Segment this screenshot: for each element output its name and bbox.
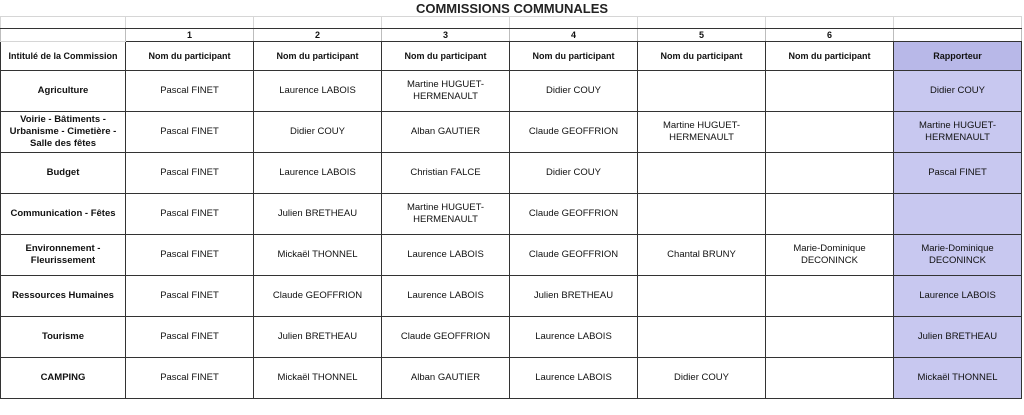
table-row <box>1 276 1022 317</box>
participant-cell: Alban GAUTIER <box>382 358 510 399</box>
table-row <box>1 235 1022 276</box>
blank-cell <box>510 17 638 29</box>
participant-cell: Martine HUGUET-HERMENAULT <box>382 194 510 235</box>
table-row <box>1 317 1022 358</box>
participant-cell: Claude GEOFFRION <box>254 276 382 317</box>
participant-cell <box>638 71 766 112</box>
participant-cell: Mickaël THONNEL <box>254 235 382 276</box>
participant-cell: Laurence LABOIS <box>510 317 638 358</box>
commission-name: Communication - Fêtes <box>1 194 126 235</box>
participant-cell: Martine HUGUET-HERMENAULT <box>638 112 766 153</box>
rapporteur-cell: Mickaël THONNEL <box>894 358 1022 399</box>
table-row <box>1 71 1022 112</box>
participant-cell <box>638 194 766 235</box>
participant-cell: Laurence LABOIS <box>382 235 510 276</box>
blank-cell <box>254 17 382 29</box>
participant-cell: Pascal FINET <box>126 153 254 194</box>
column-number: 1 <box>126 29 254 42</box>
participant-cell: Claude GEOFFRION <box>510 235 638 276</box>
participant-cell: Laurence LABOIS <box>254 153 382 194</box>
participant-cell: Martine HUGUET-HERMENAULT <box>382 71 510 112</box>
participant-cell: Didier COUY <box>510 153 638 194</box>
participant-cell: Christian FALCE <box>382 153 510 194</box>
blank-cell <box>1 17 126 29</box>
rapporteur-cell: Martine HUGUET-HERMENAULT <box>894 112 1022 153</box>
participant-cell <box>766 358 894 399</box>
participant-cell: Pascal FINET <box>126 71 254 112</box>
participant-cell: Pascal FINET <box>126 194 254 235</box>
table-row <box>1 153 1022 194</box>
participant-cell: Claude GEOFFRION <box>510 112 638 153</box>
participant-header: Nom du participant <box>638 42 766 71</box>
header-row <box>1 42 1022 71</box>
commission-name: Voirie - Bâtiments - Urbanisme - Cimetière - Salle des fêtes <box>1 112 126 153</box>
participant-cell: Pascal FINET <box>126 112 254 153</box>
participant-cell <box>766 112 894 153</box>
column-number-row <box>1 29 1022 42</box>
commission-name: Agriculture <box>1 71 126 112</box>
table-row <box>1 112 1022 153</box>
column-number: 3 <box>382 29 510 42</box>
participant-cell: Didier COUY <box>510 71 638 112</box>
blank-cell <box>894 29 1022 42</box>
participant-cell: Julien BRETHEAU <box>510 276 638 317</box>
rapporteur-cell: Julien BRETHEAU <box>894 317 1022 358</box>
participant-cell: Claude GEOFFRION <box>510 194 638 235</box>
commission-name: Environnement - Fleurissement <box>1 235 126 276</box>
commission-name: Ressources Humaines <box>1 276 126 317</box>
participant-cell: Didier COUY <box>638 358 766 399</box>
rapporteur-cell <box>894 194 1022 235</box>
participant-cell <box>638 276 766 317</box>
column-number: 2 <box>254 29 382 42</box>
page-title: COMMISSIONS COMMUNALES <box>415 1 609 16</box>
participant-cell <box>766 153 894 194</box>
column-number: 6 <box>766 29 894 42</box>
participant-cell: Laurence LABOIS <box>382 276 510 317</box>
participant-cell: Julien BRETHEAU <box>254 194 382 235</box>
blank-cell <box>1 29 126 42</box>
participant-cell: Alban GAUTIER <box>382 112 510 153</box>
blank-row <box>1 17 1022 29</box>
participant-cell: Pascal FINET <box>126 317 254 358</box>
participant-header: Nom du participant <box>382 42 510 71</box>
participant-cell <box>766 194 894 235</box>
rapporteur-cell: Laurence LABOIS <box>894 276 1022 317</box>
participant-cell <box>766 276 894 317</box>
participant-cell <box>766 71 894 112</box>
participant-header: Nom du participant <box>254 42 382 71</box>
column-number: 5 <box>638 29 766 42</box>
blank-cell <box>638 17 766 29</box>
participant-cell: Mickaël THONNEL <box>254 358 382 399</box>
rapporteur-cell: Marie-Dominique DECONINCK <box>894 235 1022 276</box>
participant-header: Nom du participant <box>510 42 638 71</box>
participant-cell: Didier COUY <box>254 112 382 153</box>
commission-header: Intitulé de la Commission <box>1 42 126 71</box>
blank-cell <box>382 17 510 29</box>
participant-cell: Pascal FINET <box>126 235 254 276</box>
column-number: 4 <box>510 29 638 42</box>
rapporteur-cell: Pascal FINET <box>894 153 1022 194</box>
table-row <box>1 194 1022 235</box>
participant-cell: Julien BRETHEAU <box>254 317 382 358</box>
blank-cell <box>126 17 254 29</box>
participant-cell <box>638 317 766 358</box>
participant-cell: Claude GEOFFRION <box>382 317 510 358</box>
blank-cell <box>766 17 894 29</box>
commission-name: Tourisme <box>1 317 126 358</box>
participant-cell: Pascal FINET <box>126 358 254 399</box>
commissions-table <box>0 16 1022 399</box>
commission-name: CAMPING <box>1 358 126 399</box>
participant-header: Nom du participant <box>766 42 894 71</box>
participant-cell: Laurence LABOIS <box>510 358 638 399</box>
participant-cell: Marie-Dominique DECONINCK <box>766 235 894 276</box>
participant-header: Nom du participant <box>126 42 254 71</box>
participant-cell <box>638 153 766 194</box>
rapporteur-cell: Didier COUY <box>894 71 1022 112</box>
rapporteur-header: Rapporteur <box>894 42 1022 71</box>
participant-cell: Pascal FINET <box>126 276 254 317</box>
table-row <box>1 358 1022 399</box>
participant-cell: Chantal BRUNY <box>638 235 766 276</box>
blank-cell <box>894 17 1022 29</box>
commission-name: Budget <box>1 153 126 194</box>
participant-cell <box>766 317 894 358</box>
participant-cell: Laurence LABOIS <box>254 71 382 112</box>
